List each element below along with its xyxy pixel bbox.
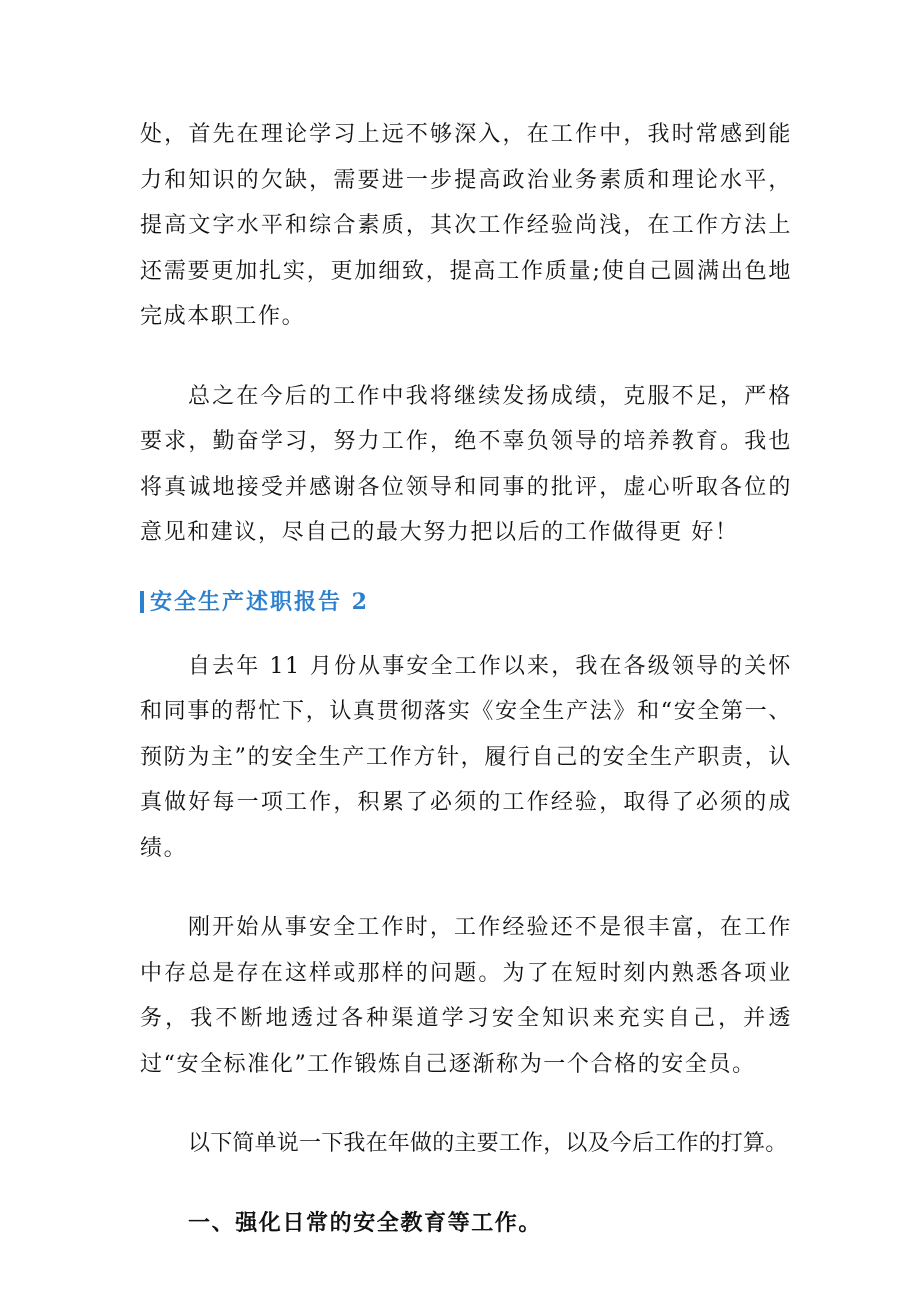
paragraph-continued: 处，首先在理论学习上远不够深入，在工作中，我时常感到能力和知识的欠缺，需要进一步提高政治业务素质和理论水平，提高文字水平和综合素质，其次工作经验尚浅，在工作方法上还需要更加扎实，更加细致，提高工作质量;使自己圆满出色地完成本职工作。 (140, 122, 792, 329)
paragraph-intro: 自去年 11 月份从事安全工作以来，我在各级领导的关怀和同事的帮忙下，认真贯彻落实《安全生产法》和“安全第一、预防为主”的安全生产工作方针，履行自己的安全生产职责，认真做好每一项工作，积累了必须的工作经验，取得了必须的成绩。 (140, 653, 792, 861)
section-heading (140, 582, 792, 622)
paragraph-conclusion: 总之在今后的工作中我将继续发扬成绩，克服不足，严格要求，勤奋学习，努力工作，绝不辜负领导的培养教育。我也将真诚地接受并感谢各位领导和同事的批评，虚心听取各位的意见和建议，尽自己的最大努力把以后的工作做得更 好！ (140, 383, 792, 545)
paragraph-gap (140, 556, 792, 582)
paragraph-gap (140, 1087, 792, 1121)
paragraph-gap (140, 871, 792, 905)
paragraph-gap (140, 1167, 792, 1201)
paragraph-gap (140, 340, 792, 374)
subheading-item-1: 一、强化日常的安全教育等工作。 (188, 1210, 543, 1236)
section-heading-text: 安全生产述职报告 2 (150, 588, 369, 615)
paragraph-gap (140, 622, 792, 644)
heading-marker-bar (140, 591, 144, 613)
paragraph-beginning: 刚开始从事安全工作时，工作经验还不是很丰富，在工作中存总是存在这样或那样的问题。为了在短时刻内熟悉各项业务，我不断地透过各种渠道学习安全知识来充实自己，并透过“安全标准化”工作锻炼自己逐渐称为一个合格的安全员。 (140, 915, 792, 1077)
paragraph-summary: 以下简单说一下我在年做的主要工作，以及今后工作的打算。 (188, 1131, 788, 1156)
document-body (140, 112, 792, 1246)
